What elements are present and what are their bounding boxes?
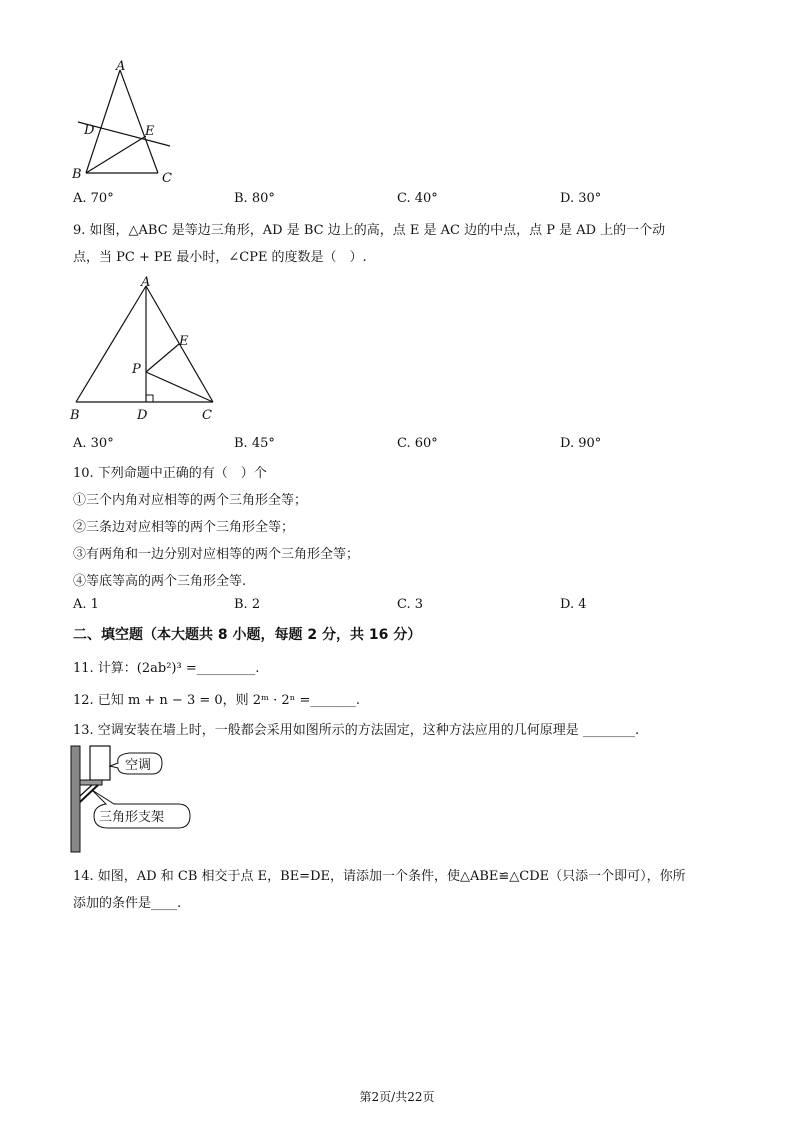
q13-stem: 13. 空调安装在墙上时，一般都会采用如图所示的方法固定，这种方法应用的几何原理是 ________. (73, 723, 640, 738)
page-footer: 第2页/共22页 (359, 1090, 435, 1104)
q9-label-d: D (137, 408, 148, 423)
q8-label-c: C (162, 171, 172, 186)
q10-item-1: ①三个内角对应相等的两个三角形全等； (73, 493, 308, 508)
section-2-title: 二、填空题（本大题共 8 小题，每题 2 分，共 16 分） (73, 627, 422, 643)
q10-item-2: ②三条边对应相等的两个三角形全等； (73, 520, 295, 535)
q10-stem: 10. 下列命题中正确的有（ ）个 (73, 466, 267, 481)
q9-label-e: E (179, 334, 189, 349)
q8-option-c[interactable]: C. 40° (397, 191, 438, 206)
q14-stem-line2: 添加的条件是____. (73, 896, 182, 911)
q9-triangle-figure (66, 274, 226, 424)
q9-option-a[interactable]: A. 30° (73, 436, 114, 451)
q9-stem-line2: 点，当 PC + PE 最小时，∠CPE 的度数是（ ）. (73, 250, 367, 265)
q13-aircon-figure (70, 744, 195, 854)
q12-stem: 12. 已知 m + n − 3 = 0，则 2ᵐ · 2ⁿ =_______. (73, 693, 360, 708)
q10-option-c[interactable]: C. 3 (397, 597, 424, 612)
q10-option-d[interactable]: D. 4 (560, 597, 587, 612)
q8-label-a: A (116, 59, 126, 74)
q9-label-b: B (70, 408, 80, 423)
q8-label-b: B (72, 167, 82, 182)
q9-label-c: C (202, 408, 212, 423)
q8-option-d[interactable]: D. 30° (560, 191, 602, 206)
q14-stem-line1: 14. 如图，AD 和 CB 相交于点 E，BE=DE，请添加一个条件，使△ABE≌△CDE（只添一个即可），你所 (73, 869, 686, 884)
q8-option-b[interactable]: B. 80° (234, 191, 275, 206)
q9-option-c[interactable]: C. 60° (397, 436, 438, 451)
q9-stem-line1: 9. 如图，△ABC 是等边三角形，AD 是 BC 边上的高，点 E 是 AC 边的中点，点 P 是 AD 上的一个动 (73, 223, 666, 238)
q11-stem: 11. 计算：(2ab²)³ =_________. (73, 661, 260, 676)
q10-option-a[interactable]: A. 1 (73, 597, 99, 612)
q10-option-b[interactable]: B. 2 (234, 597, 261, 612)
q8-label-d: D (84, 123, 95, 138)
q9-label-a: A (141, 275, 151, 290)
q8-label-e: E (145, 124, 155, 139)
q9-option-b[interactable]: B. 45° (234, 436, 275, 451)
q8-option-a[interactable]: A. 70° (73, 191, 114, 206)
q9-option-d[interactable]: D. 90° (560, 436, 602, 451)
q8-triangle-figure (72, 58, 182, 186)
q13-callout-bracket: 三角形支架 (99, 810, 165, 825)
q9-label-p: P (132, 362, 141, 377)
q10-item-3: ③有两角和一边分别对应相等的两个三角形全等； (73, 547, 360, 562)
q13-callout-aircon: 空调 (125, 758, 152, 773)
q10-item-4: ④等底等高的两个三角形全等. (73, 574, 247, 589)
